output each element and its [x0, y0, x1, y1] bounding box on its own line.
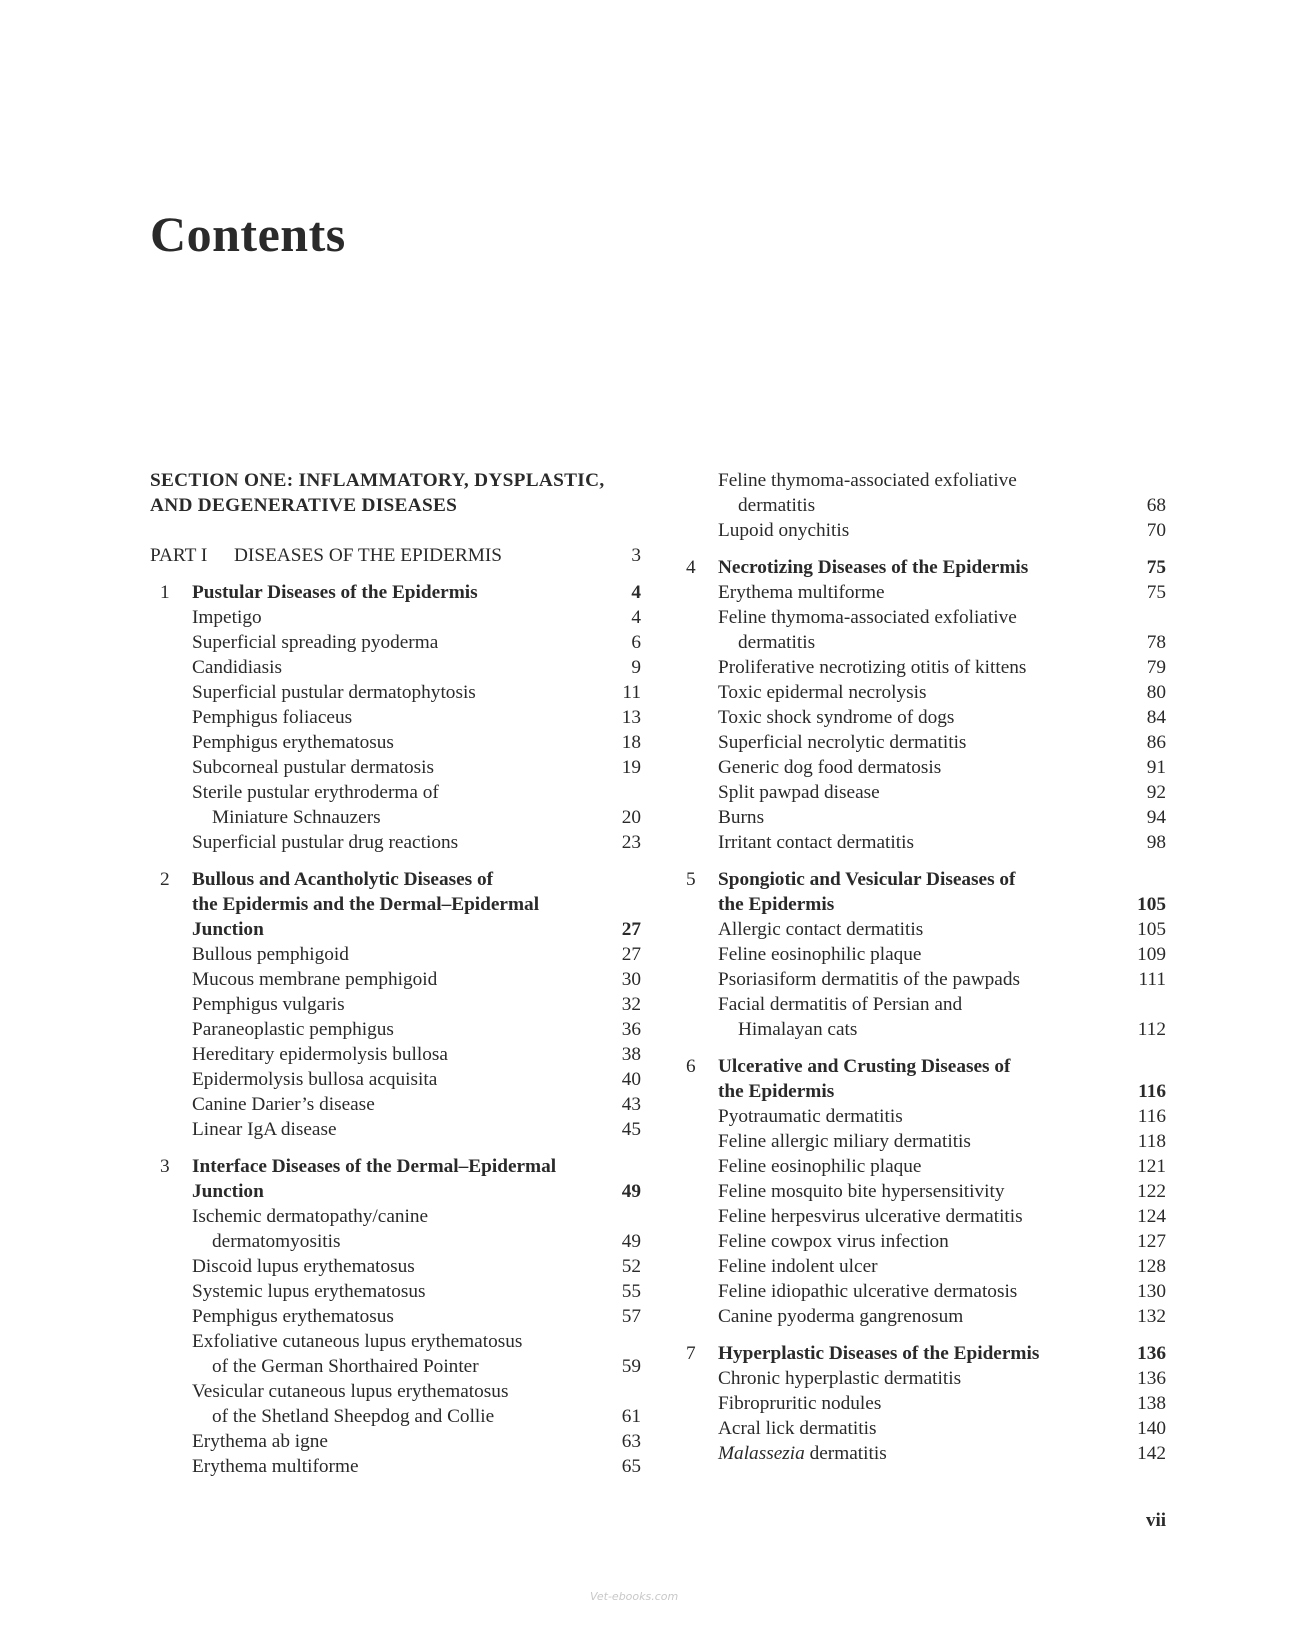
- toc-entry[interactable]: [150, 1117, 641, 1142]
- toc-entry[interactable]: [676, 1304, 1166, 1329]
- toc-entry-title-line: Vesicular cutaneous lupus erythematosus: [192, 1381, 509, 1402]
- toc-entry-title-continuation: of the German Shorthaired Pointer: [212, 1356, 479, 1377]
- toc-entry-title-line: Feline herpesvirus ulcerative dermatitis: [718, 1206, 1023, 1227]
- chapter-number: 4: [686, 557, 696, 578]
- toc-entry-title-line: Irritant contact dermatitis: [718, 832, 914, 853]
- toc-entry-title: [676, 1366, 1166, 1391]
- toc-entry-page: 57: [621, 1306, 641, 1327]
- toc-entry-title: [150, 655, 641, 680]
- toc-entry-title-line: Feline indolent ulcer: [718, 1256, 878, 1277]
- toc-entry[interactable]: [150, 1304, 641, 1329]
- toc-entry[interactable]: [676, 1366, 1166, 1391]
- toc-entry[interactable]: [150, 1429, 641, 1454]
- toc-entry[interactable]: [676, 1154, 1166, 1179]
- toc-entry-title: [150, 1017, 641, 1042]
- toc-entry-title-line: Pemphigus foliaceus: [192, 707, 353, 728]
- chapter-title-line: Pustular Diseases of the Epidermis: [192, 582, 478, 603]
- toc-entry[interactable]: [676, 1179, 1166, 1204]
- section-heading[interactable]: SECTION ONE: INFLAMMATORY, DYSPLASTIC, AND DEGENERATIVE DISEASES: [150, 470, 605, 516]
- toc-entry-title: [150, 1042, 641, 1067]
- toc-entry-page: 140: [1137, 1418, 1166, 1439]
- toc-entry-title-line: Toxic shock syndrome of dogs: [718, 707, 955, 728]
- toc-entry-title: [676, 1229, 1166, 1254]
- toc-entry-page: 4: [631, 607, 641, 628]
- toc-entry-page: 27: [621, 944, 641, 965]
- toc-entry-title: [150, 1067, 641, 1092]
- toc-entry-title-line: Facial dermatitis of Persian and: [718, 994, 963, 1015]
- toc-entry-page: 52: [621, 1256, 641, 1277]
- toc-entry-title: [150, 1254, 641, 1279]
- chapter-title-line: Junction: [192, 919, 264, 940]
- toc-entry-page: 55: [621, 1281, 641, 1302]
- toc-entry[interactable]: [150, 655, 641, 680]
- toc-entry-page: 86: [1146, 732, 1166, 753]
- chapter-heading[interactable]: [676, 555, 1166, 580]
- toc-entry[interactable]: [676, 1204, 1166, 1229]
- toc-entry-page: 59: [621, 1356, 641, 1377]
- toc-entry-title: [676, 518, 1166, 543]
- chapter-title-line: Spongiotic and Vesicular Diseases of: [718, 869, 1016, 890]
- toc-entry[interactable]: [676, 1229, 1166, 1254]
- toc-entry-title: [676, 1391, 1166, 1416]
- toc-entry[interactable]: [150, 605, 641, 630]
- toc-entry[interactable]: [150, 1254, 641, 1279]
- toc-entry-title-line: Chronic hyperplastic dermatitis: [718, 1368, 962, 1389]
- toc-entry-title: [150, 1329, 641, 1379]
- chapter-block: [676, 555, 1166, 855]
- toc-entry-title-line: Systemic lupus erythematosus: [192, 1281, 426, 1302]
- toc-entry-title: [150, 730, 641, 755]
- toc-entry[interactable]: [676, 830, 1166, 855]
- toc-entry-title-line: Subcorneal pustular dermatosis: [192, 757, 435, 778]
- toc-entry-page: 45: [621, 1119, 641, 1140]
- toc-entry[interactable]: [150, 730, 641, 755]
- chapter-title-line: the Epidermis: [718, 894, 835, 915]
- toc-entry[interactable]: [676, 1391, 1166, 1416]
- toc-entry[interactable]: [150, 830, 641, 855]
- toc-entry-title-line: Pemphigus vulgaris: [192, 994, 345, 1015]
- toc-entry-title: [676, 992, 1166, 1042]
- chapter-title: [676, 1054, 1166, 1104]
- toc-entry-title: [676, 1254, 1166, 1279]
- toc-entry[interactable]: [676, 680, 1166, 705]
- toc-entry-title: [150, 1304, 641, 1329]
- toc-entry-title: [150, 967, 641, 992]
- toc-entry[interactable]: [676, 1104, 1166, 1129]
- toc-entry-title: [150, 942, 641, 967]
- toc-entry-title-line: Pemphigus erythematosus: [192, 732, 394, 753]
- toc-entry-title-continuation: Miniature Schnauzers: [212, 807, 381, 828]
- toc-entry-title: [676, 917, 1166, 942]
- toc-entry-title: [150, 755, 641, 780]
- toc-entry-title: [676, 655, 1166, 680]
- toc-entry-title: [676, 1204, 1166, 1229]
- chapter-title: [150, 867, 641, 942]
- toc-entry-title-line: Paraneoplastic pemphigus: [192, 1019, 394, 1040]
- toc-entry-page: 112: [1137, 1019, 1166, 1040]
- toc-entry-title: [676, 1129, 1166, 1154]
- toc-entry-page: 40: [621, 1069, 641, 1090]
- toc-entry-title-line: Candidiasis: [192, 657, 282, 678]
- chapter-page: 105: [1137, 894, 1166, 915]
- toc-entry-title-continuation: dermatomyositis: [212, 1231, 341, 1252]
- toc-entry-page: 105: [1137, 919, 1166, 940]
- chapter-block: [150, 580, 641, 855]
- toc-entry-page: 61: [621, 1406, 641, 1427]
- chapter-title-line: Hyperplastic Diseases of the Epidermis: [718, 1343, 1040, 1364]
- toc-entry-page: 84: [1146, 707, 1166, 728]
- toc-entry-page: 121: [1137, 1156, 1166, 1177]
- toc-entry-title-continuation: dermatitis: [738, 495, 816, 516]
- chapter-title-line: the Epidermis: [718, 1081, 835, 1102]
- toc-entry-title-suffix: dermatitis: [804, 1443, 887, 1464]
- toc-entry-title: [150, 1117, 641, 1142]
- toc-entry-title: [676, 605, 1166, 655]
- toc-entry-page: 20: [621, 807, 641, 828]
- chapter-title: [676, 1341, 1166, 1366]
- toc-entry-page: 36: [621, 1019, 641, 1040]
- toc-entry-page: 142: [1137, 1443, 1166, 1464]
- toc-entry-page: 80: [1146, 682, 1166, 703]
- toc-entry-title-line: Pyotraumatic dermatitis: [718, 1106, 903, 1127]
- toc-entry-title-line: Canine pyoderma gangrenosum: [718, 1306, 964, 1327]
- toc-entry-title: [676, 1179, 1166, 1204]
- toc-entry-title-line: Generic dog food dermatosis: [718, 757, 942, 778]
- toc-entry-page: 138: [1137, 1393, 1166, 1414]
- toc-right-column: [676, 468, 1166, 1478]
- toc-entry-title: [676, 1104, 1166, 1129]
- toc-entry-title-line: Sterile pustular erythroderma of: [192, 782, 439, 803]
- toc-entry-page: 75: [1146, 582, 1166, 603]
- toc-entry-title-line: Fibropruritic nodules: [718, 1393, 882, 1414]
- toc-entry[interactable]: [150, 1042, 641, 1067]
- toc-entry-page: 79: [1146, 657, 1166, 678]
- part-heading[interactable]: [150, 543, 641, 568]
- toc-entry-page: 132: [1137, 1306, 1166, 1327]
- toc-entry-title: [676, 1441, 1166, 1466]
- toc-entry-page: 63: [621, 1431, 641, 1452]
- toc-entry-title-line: Impetigo: [192, 607, 262, 628]
- toc-entry-title-line: Mucous membrane pemphigoid: [192, 969, 438, 990]
- toc-entry-title-line: Superficial pustular drug reactions: [192, 832, 459, 853]
- toc-entry-title-line: Canine Darier’s disease: [192, 1094, 375, 1115]
- toc-entry[interactable]: [676, 942, 1166, 967]
- toc-entry-page: 6: [631, 632, 641, 653]
- toc-entry[interactable]: [676, 1279, 1166, 1304]
- chapter-block: [676, 1054, 1166, 1329]
- chapter-heading[interactable]: [150, 580, 641, 605]
- toc-entry-title: [676, 1279, 1166, 1304]
- toc-entry[interactable]: [150, 680, 641, 705]
- toc-entry-title: [676, 468, 1166, 518]
- toc-entry-title: [150, 1454, 641, 1479]
- chapter-block: [676, 1341, 1166, 1466]
- toc-entry-page: 18: [621, 732, 641, 753]
- toc-entry-title-line: Feline cowpox virus infection: [718, 1231, 949, 1252]
- page-title: Contents: [150, 206, 346, 262]
- toc-entry-page: 49: [621, 1231, 641, 1252]
- toc-entry-page: 23: [621, 832, 641, 853]
- toc-entry[interactable]: [150, 630, 641, 655]
- toc-entry-title-line: Linear IgA disease: [192, 1119, 337, 1140]
- toc-entry-page: 136: [1137, 1368, 1166, 1389]
- toc-entry-title-continuation: of the Shetland Sheepdog and Collie: [212, 1406, 495, 1427]
- toc-entry-title: [150, 1379, 641, 1429]
- chapter-title-line: Ulcerative and Crusting Diseases of: [718, 1056, 1011, 1077]
- toc-entry-page: 65: [621, 1456, 641, 1477]
- toc-entry[interactable]: [676, 992, 1166, 1042]
- toc-entry-title-line: Psoriasiform dermatitis of the pawpads: [718, 969, 1021, 990]
- toc-entry-title-line: Hereditary epidermolysis bullosa: [192, 1044, 448, 1065]
- toc-entry-page: 116: [1137, 1106, 1166, 1127]
- toc-entry-page: 124: [1137, 1206, 1166, 1227]
- toc-left-column: [150, 468, 641, 1491]
- toc-entry[interactable]: [150, 942, 641, 967]
- toc-entry-page: 70: [1146, 520, 1166, 541]
- toc-entry-title-line: Superficial spreading pyoderma: [192, 632, 439, 653]
- chapter-title: [150, 580, 641, 605]
- toc-entry-page: 118: [1137, 1131, 1166, 1152]
- toc-entry-page: 94: [1146, 807, 1166, 828]
- toc-entry[interactable]: [150, 1279, 641, 1304]
- toc-entry-title-line: Allergic contact dermatitis: [718, 919, 924, 940]
- toc-entry[interactable]: [676, 1254, 1166, 1279]
- toc-entry-page: 43: [621, 1094, 641, 1115]
- toc-entry-title-line: Superficial necrolytic dermatitis: [718, 732, 967, 753]
- toc-entry-title-line: Burns: [718, 807, 765, 828]
- chapter-number: 5: [686, 869, 696, 890]
- toc-entry-page: 127: [1137, 1231, 1166, 1252]
- toc-entry-title-continuation: Himalayan cats: [738, 1019, 858, 1040]
- toc-entry[interactable]: [150, 1379, 641, 1429]
- toc-entry-title: [676, 730, 1166, 755]
- toc-entry[interactable]: [676, 1416, 1166, 1441]
- chapter-block: [676, 867, 1166, 1042]
- toc-entry-page: 13: [621, 707, 641, 728]
- toc-entry-title: [150, 680, 641, 705]
- chapter-title-line: Junction: [192, 1181, 264, 1202]
- toc-entry[interactable]: [676, 755, 1166, 780]
- chapter-page: 75: [1146, 557, 1166, 578]
- part-title: DISEASES OF THE EPIDERMIS: [234, 545, 503, 566]
- toc-entry[interactable]: [676, 730, 1166, 755]
- toc-entry-title: [150, 1279, 641, 1304]
- toc-entry-page: 128: [1137, 1256, 1166, 1277]
- chapter-title: [150, 1154, 641, 1204]
- toc-entry-title: [150, 705, 641, 730]
- toc-entry-page: 30: [621, 969, 641, 990]
- toc-entry-page: 111: [1138, 969, 1166, 990]
- chapter-page: 116: [1138, 1081, 1166, 1102]
- chapter-page: 136: [1137, 1343, 1166, 1364]
- toc-entry-page: 19: [621, 757, 641, 778]
- chapter-block: [150, 1154, 641, 1479]
- toc-entry-title-line: Discoid lupus erythematosus: [192, 1256, 415, 1277]
- chapter-number: 6: [686, 1056, 696, 1077]
- toc-entry[interactable]: [676, 705, 1166, 730]
- toc-entry[interactable]: [676, 1441, 1166, 1466]
- toc-entry[interactable]: [150, 967, 641, 992]
- toc-entry-title: [150, 780, 641, 830]
- toc-entry-page: 11: [622, 682, 641, 703]
- toc-entry-title: [676, 680, 1166, 705]
- toc-entry-title: [676, 755, 1166, 780]
- toc-entry-title: [676, 830, 1166, 855]
- toc-entry-title: [676, 580, 1166, 605]
- toc-entry-page: 122: [1137, 1181, 1166, 1202]
- chapter-title-line: Bullous and Acantholytic Diseases of: [192, 869, 494, 890]
- chapter-heading[interactable]: [150, 1154, 641, 1204]
- toc-entry[interactable]: [150, 1204, 641, 1254]
- toc-entry[interactable]: [676, 1129, 1166, 1154]
- chapter-block: [150, 867, 641, 1142]
- toc-entry-title-line: Feline eosinophilic plaque: [718, 1156, 922, 1177]
- watermark: Vet-ebooks.com: [590, 1590, 679, 1603]
- toc-entry-title: [676, 1416, 1166, 1441]
- toc-entry[interactable]: [150, 755, 641, 780]
- toc-entry[interactable]: [150, 1092, 641, 1117]
- toc-entry-title-line: Erythema ab igne: [192, 1431, 328, 1452]
- toc-entry-title-line: Proliferative necrotizing otitis of kittens: [718, 657, 1027, 678]
- page-number: vii: [1145, 1510, 1166, 1531]
- toc-entry-page: 78: [1146, 632, 1166, 653]
- toc-entry-title-line: Feline thymoma-associated exfoliative: [718, 607, 1017, 628]
- chapter-number: 1: [160, 582, 170, 603]
- toc-entry-title: [150, 630, 641, 655]
- toc-entry-page: 32: [621, 994, 641, 1015]
- toc-entry-title: [150, 1204, 641, 1254]
- toc-entry-title-line: Pemphigus erythematosus: [192, 1306, 394, 1327]
- chapter-page: 27: [621, 919, 641, 940]
- toc-entry-title: [676, 805, 1166, 830]
- toc-entry-title-line: Erythema multiforme: [718, 582, 885, 603]
- chapter-page: 4: [631, 582, 641, 603]
- toc-entry-title: [676, 1154, 1166, 1179]
- toc-entry-title: [150, 992, 641, 1017]
- toc-entry-title: [676, 967, 1166, 992]
- toc-entry-title: [676, 942, 1166, 967]
- chapter-number: 7: [686, 1343, 696, 1364]
- toc-entry-title-line: Feline idiopathic ulcerative dermatosis: [718, 1281, 1018, 1302]
- chapter-heading[interactable]: [676, 1054, 1166, 1104]
- toc-entry-title-line: Ischemic dermatopathy/canine: [192, 1206, 429, 1227]
- part-page: 3: [631, 545, 641, 566]
- chapter-title-line: Interface Diseases of the Dermal–Epidermal: [192, 1156, 557, 1177]
- toc-entry-page: 68: [1146, 495, 1166, 516]
- chapter-number: 2: [160, 869, 170, 890]
- toc-entry-title-line: Erythema multiforme: [192, 1456, 359, 1477]
- toc-entry[interactable]: [150, 1017, 641, 1042]
- chapter-title: [676, 555, 1166, 580]
- toc-entry-page: 91: [1146, 757, 1166, 778]
- toc-entry-title-line: Acral lick dermatitis: [718, 1418, 877, 1439]
- toc-entry[interactable]: [150, 780, 641, 830]
- toc-entry-title-line: Lupoid onychitis: [718, 520, 850, 541]
- toc-entry-page: 130: [1137, 1281, 1166, 1302]
- toc-entry[interactable]: [676, 518, 1166, 543]
- toc-entry[interactable]: [676, 805, 1166, 830]
- chapter-title-line: the Epidermis and the Dermal–Epidermal: [192, 894, 540, 915]
- toc-entry[interactable]: [150, 1329, 641, 1379]
- toc-entry[interactable]: [150, 705, 641, 730]
- toc-entry[interactable]: [676, 917, 1166, 942]
- toc-entry-title: [150, 830, 641, 855]
- chapter-number: 3: [160, 1156, 170, 1177]
- toc-entry-title: [150, 1092, 641, 1117]
- chapter-title-line: Necrotizing Diseases of the Epidermis: [718, 557, 1029, 578]
- toc-entry-page: 98: [1146, 832, 1166, 853]
- chapter-heading[interactable]: [150, 867, 641, 942]
- toc-entry-page: 38: [621, 1044, 641, 1065]
- toc-entry[interactable]: [150, 992, 641, 1017]
- toc-entry-title-line: Superficial pustular dermatophytosis: [192, 682, 476, 703]
- toc-entry-title-line: Feline mosquito bite hypersensitivity: [718, 1181, 1005, 1202]
- toc-entry-page: 109: [1137, 944, 1166, 965]
- toc-entry[interactable]: [676, 468, 1166, 518]
- toc-entry-title-line: Feline allergic miliary dermatitis: [718, 1131, 971, 1152]
- toc-entry-title-line: Epidermolysis bullosa acquisita: [192, 1069, 438, 1090]
- toc-entry[interactable]: [676, 967, 1166, 992]
- toc-entry[interactable]: [150, 1454, 641, 1479]
- toc-entry-title: [150, 605, 641, 630]
- toc-entry[interactable]: [150, 1067, 641, 1092]
- toc-entry[interactable]: [676, 605, 1166, 655]
- part-label: PART I: [150, 545, 208, 566]
- toc-entry-title-line: Bullous pemphigoid: [192, 944, 349, 965]
- toc-entry-title-line: Toxic epidermal necrolysis: [718, 682, 927, 703]
- toc-entry-title-italic: Malassezia: [718, 1443, 805, 1464]
- toc-entry-title: [150, 1429, 641, 1454]
- toc-entry[interactable]: [676, 580, 1166, 605]
- chapter-heading[interactable]: [676, 1341, 1166, 1366]
- toc-entry-title-line: Feline eosinophilic plaque: [718, 944, 922, 965]
- toc-entry-title: [676, 780, 1166, 805]
- toc-entry-title-line: Split pawpad disease: [718, 782, 880, 803]
- toc-entry-title-line: Exfoliative cutaneous lupus erythematosus: [192, 1331, 523, 1352]
- toc-entry[interactable]: [676, 780, 1166, 805]
- chapter-page: 49: [621, 1181, 641, 1202]
- toc-entry-title: [676, 705, 1166, 730]
- chapter-heading[interactable]: [676, 867, 1166, 917]
- toc-entry[interactable]: [676, 655, 1166, 680]
- toc-entry-title-continuation: dermatitis: [738, 632, 816, 653]
- toc-entry-title-line: Feline thymoma-associated exfoliative: [718, 470, 1017, 491]
- toc-entry-page: 9: [631, 657, 641, 678]
- toc-entry-title: [676, 1304, 1166, 1329]
- chapter-title: [676, 867, 1166, 917]
- toc-entry-page: 92: [1146, 782, 1166, 803]
